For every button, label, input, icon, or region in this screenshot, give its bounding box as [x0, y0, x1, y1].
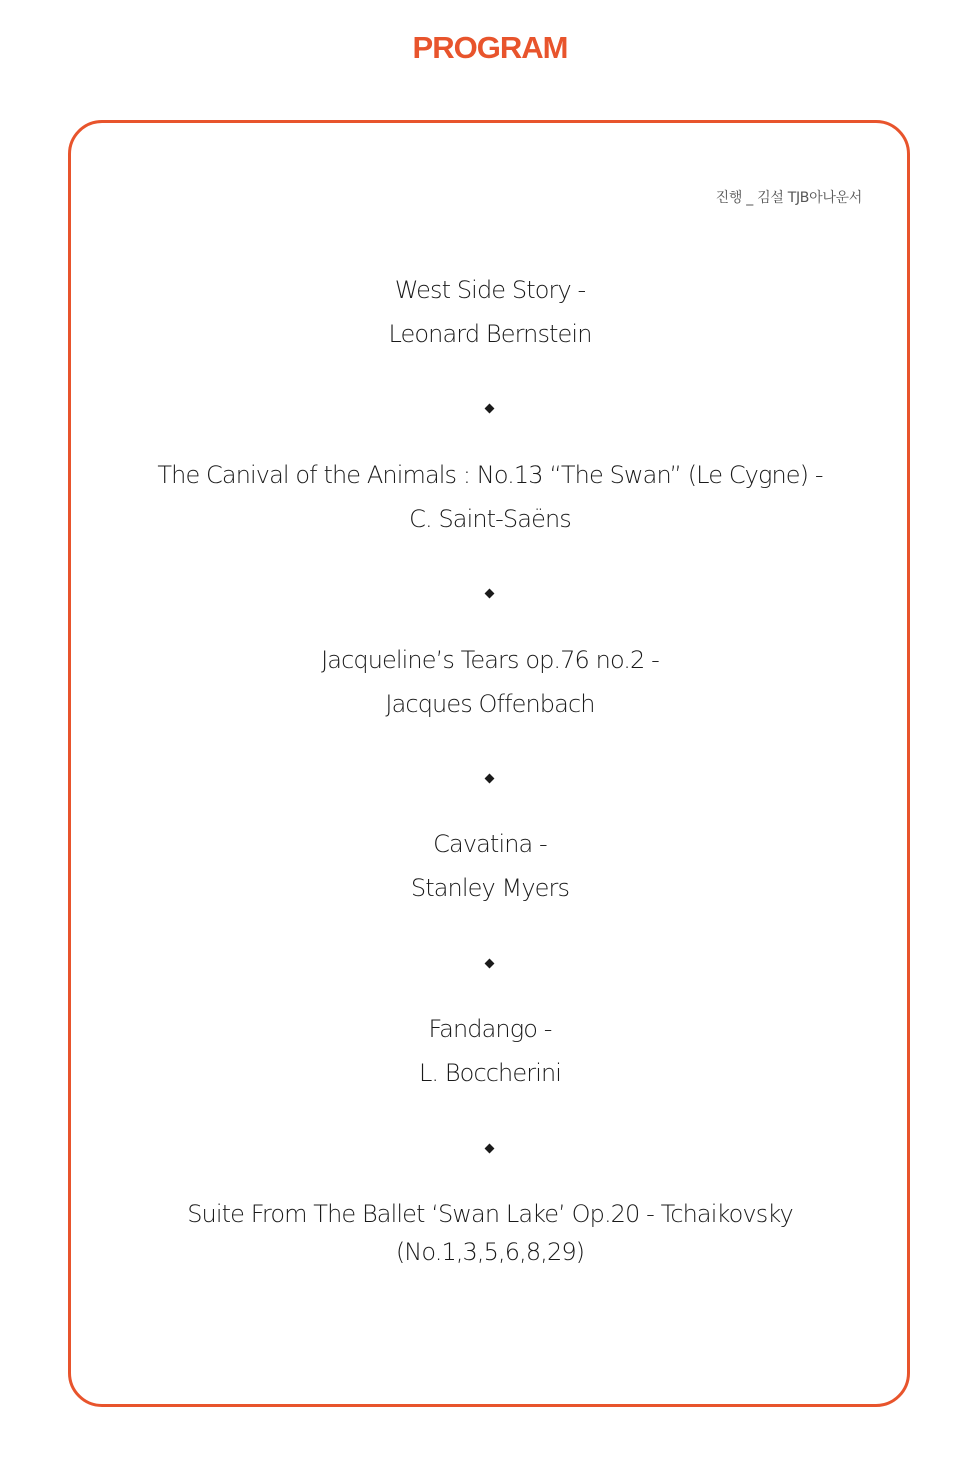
piece-composer: C. Saint-Saëns: [409, 505, 571, 533]
piece-title: Fandango -: [428, 1015, 552, 1043]
program-item-2: [80, 453, 900, 541]
piece-title: Cavatina -: [433, 830, 547, 858]
program-item-5: [80, 1007, 900, 1095]
program-item-4: [80, 822, 900, 910]
piece-composer: L. Boccherini: [418, 1059, 562, 1087]
page-title: PROGRAM: [412, 30, 568, 65]
piece-title: The Canival of the Animals : No.13 “The Swan” (Le Cygne) -: [157, 461, 823, 489]
piece-composer: (No.1,3,5,6,8,29): [395, 1238, 585, 1266]
program-item-6: [80, 1195, 900, 1271]
host-credit: 진행 _ 김설 TJB아나운서: [715, 190, 862, 206]
program-item-1: [80, 268, 900, 356]
piece-composer: Leonard Bernstein: [388, 320, 592, 348]
piece-title: Suite From The Ballet ‘Swan Lake’ Op.20 - Tchaikovsky: [187, 1200, 793, 1228]
piece-composer: Jacques Offenbach: [385, 690, 595, 718]
piece-composer: Stanley Myers: [410, 874, 570, 902]
piece-title: West Side Story -: [394, 276, 586, 304]
piece-title: Jacqueline’s Tears op.76 no.2 -: [321, 646, 659, 674]
program-item-3: [80, 638, 900, 726]
